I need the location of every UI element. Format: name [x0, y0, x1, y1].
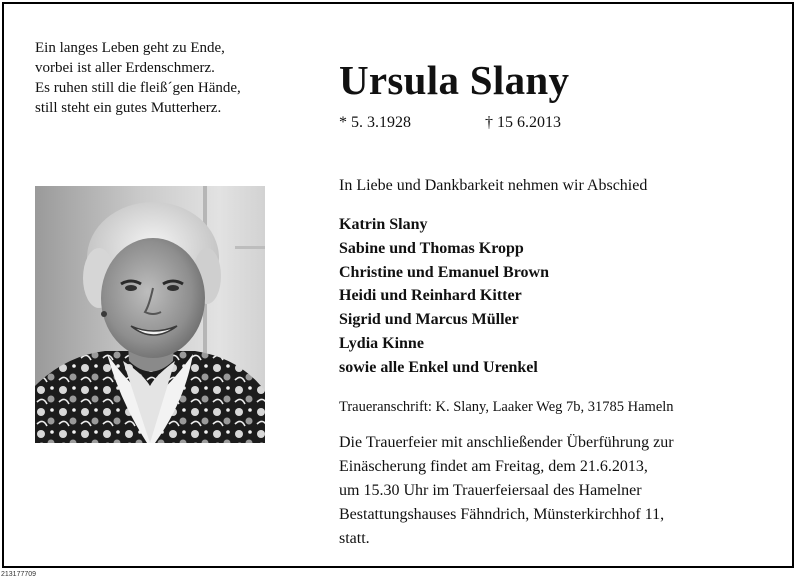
- mourner-name: sowie alle Enkel und Urenkel: [339, 358, 538, 376]
- portrait-illustration: [35, 186, 265, 443]
- funeral-service-info: [339, 431, 779, 551]
- death-date: † 15 6.2013: [485, 114, 561, 131]
- service-line: Einäscherung findet am Freitag, dem 21.6.2013,: [339, 458, 648, 475]
- mourner-name: Sigrid und Marcus Müller: [339, 311, 519, 329]
- memorial-poem: [35, 38, 325, 118]
- life-dates: [339, 113, 561, 133]
- birth-date: * 5. 3.1928: [339, 114, 411, 131]
- poem-line: vorbei ist aller Erdenschmerz.: [35, 60, 215, 76]
- portrait-photo: [35, 186, 265, 443]
- service-line: statt.: [339, 530, 370, 547]
- reference-number: 213177709: [1, 571, 37, 578]
- mourner-name: Lydia Kinne: [339, 334, 424, 352]
- mourner-name: Katrin Slany: [339, 216, 428, 233]
- mourner-name: Sabine und Thomas Kropp: [339, 239, 524, 257]
- mourning-address: Traueranschrift: K. Slany, Laaker Weg 7b, 31785 Hameln: [339, 399, 674, 415]
- mourner-name: Christine und Emanuel Brown: [339, 263, 549, 281]
- service-line: um 15.30 Uhr im Trauerfeiersaal des Hamelner: [339, 482, 642, 499]
- deceased-name: Ursula Slany: [339, 57, 570, 103]
- poem-line: still steht ein gutes Mutterherz.: [35, 100, 222, 116]
- service-line: Die Trauerfeier mit anschließender Überführung zur: [339, 434, 674, 451]
- service-line: Bestattungshauses Fähndrich, Münsterkirchhof 11,: [339, 506, 665, 523]
- mourners-list: [339, 213, 549, 380]
- farewell-intro: In Liebe und Dankbarkeit nehmen wir Abschied: [339, 177, 648, 194]
- mourner-name: Heidi und Reinhard Kitter: [339, 287, 522, 305]
- poem-line: Es ruhen still die fleiß´gen Hände,: [35, 80, 241, 96]
- poem-line: Ein langes Leben geht zu Ende,: [35, 40, 225, 56]
